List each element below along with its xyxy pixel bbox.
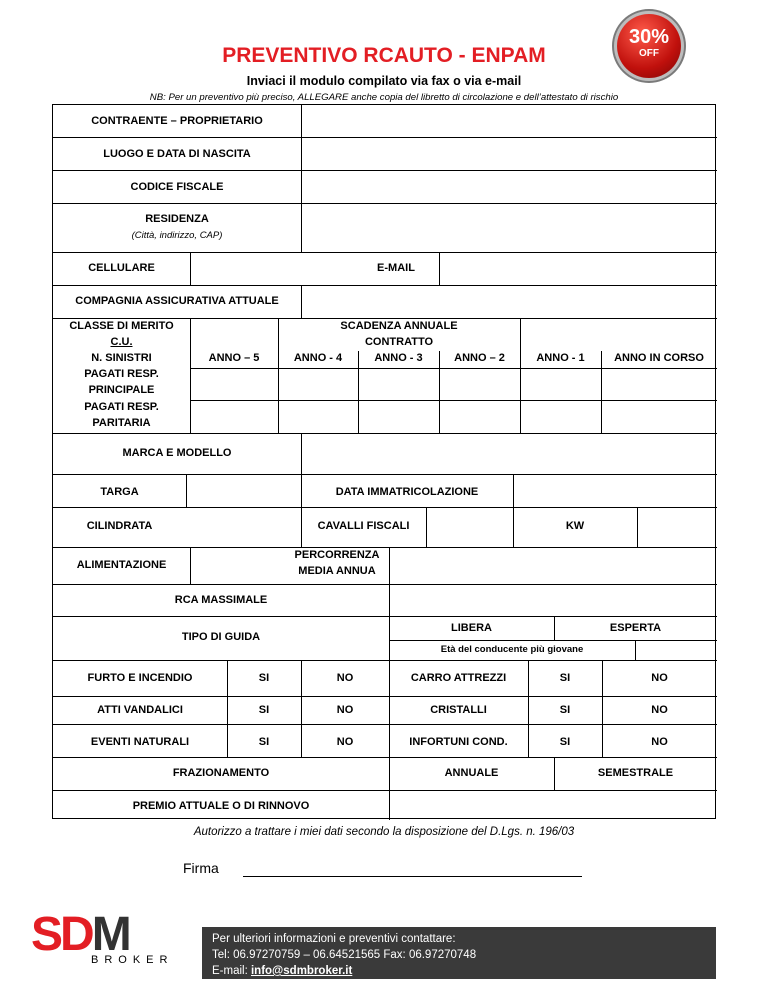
infortuni-cond-si[interactable]: SI — [559, 736, 571, 748]
firma-label: Firma — [183, 860, 219, 876]
semestrale-option[interactable]: SEMESTRALE — [597, 767, 674, 779]
scadenza-label-2: CONTRATTO — [364, 336, 434, 348]
form-title: PREVENTIVO RCAUTO - ENPAM — [222, 44, 546, 67]
premio-label: PREMIO ATTUALE O DI RINNOVO — [132, 800, 310, 812]
residenza-label: RESIDENZA — [145, 213, 209, 225]
pagati-principale-2: PRINCIPALE — [88, 384, 155, 396]
cu-label: C.U. — [110, 336, 133, 348]
quote-form — [52, 104, 716, 819]
contact-line-3 — [212, 963, 716, 979]
eta-conducente-label: Età del conducente più giovane — [440, 644, 584, 655]
carro-attrezzi-label: CARRO ATTREZZI — [410, 672, 507, 684]
anno-4-label: ANNO - 4 — [293, 352, 343, 364]
contraente-label: CONTRAENTE – PROPRIETARIO — [91, 115, 263, 127]
atti-vandalici-no[interactable]: NO — [336, 704, 354, 716]
pagati-principale-1: PAGATI RESP. — [84, 368, 159, 380]
percorrenza-label-2: MEDIA ANNUA — [298, 565, 376, 577]
form-note: NB: Per un preventivo più preciso, ALLEGARE anche copia del libretto di circolazione e dell’attestato di rischio — [149, 92, 619, 103]
cilindrata-label: CILINDRATA — [86, 520, 153, 532]
badge-off: OFF — [639, 48, 659, 59]
infortuni-cond-no[interactable]: NO — [651, 736, 668, 748]
furto-incendio-si[interactable]: SI — [258, 672, 270, 684]
anno-5-label: ANNO – 5 — [208, 352, 260, 364]
atti-vandalici-label: ATTI VANDALICI — [97, 704, 183, 716]
libera-option[interactable]: LIBERA — [451, 622, 492, 634]
carro-attrezzi-si[interactable]: SI — [559, 672, 571, 684]
badge-percent: 30% — [628, 26, 670, 48]
frazionamento-label: FRAZIONAMENTO — [172, 767, 270, 779]
anno-2-label: ANNO – 2 — [454, 352, 505, 364]
sdm-broker-logo — [31, 910, 173, 968]
classe-merito-label: CLASSE DI MERITO — [69, 320, 174, 332]
alimentazione-label: ALIMENTAZIONE — [76, 559, 167, 571]
tipo-guida-label: TIPO DI GUIDA — [181, 631, 261, 643]
residenza-hint: (Città, indirizzo, CAP) — [131, 230, 223, 241]
percorrenza-label-1: PERCORRENZA — [294, 549, 380, 561]
annuale-option[interactable]: ANNUALE — [444, 767, 499, 779]
furto-incendio-no[interactable]: NO — [336, 672, 354, 684]
cellulare-label: CELLULARE — [88, 262, 155, 274]
kw-label: KW — [565, 520, 585, 532]
marca-modello-label: MARCA E MODELLO — [122, 447, 232, 459]
furto-incendio-label: FURTO E INCENDIO — [87, 672, 193, 684]
signature-line[interactable] — [243, 876, 582, 877]
esperta-option[interactable]: ESPERTA — [609, 622, 662, 634]
eventi-naturali-no[interactable]: NO — [336, 736, 354, 748]
compagnia-label: COMPAGNIA ASSICURATIVA ATTUALE — [75, 295, 279, 307]
codice-fiscale-label: CODICE FISCALE — [130, 181, 224, 193]
cavalli-fiscali-label: CAVALLI FISCALI — [317, 520, 410, 532]
email-label: E-MAIL — [377, 262, 415, 274]
logo-wordmark: SDM — [31, 908, 129, 961]
eventi-naturali-si[interactable]: SI — [258, 736, 270, 748]
contact-email-label: E-mail: — [212, 965, 251, 977]
anno-3-label: ANNO - 3 — [374, 352, 423, 364]
discount-badge — [617, 14, 681, 78]
anno-in-corso-label: ANNO IN CORSO — [614, 352, 704, 364]
privacy-consent: Autorizzo a trattare i miei dati secondo la disposizione del D.Lgs. n. 196/03 — [193, 826, 575, 838]
rca-massimale-label: RCA MASSIMALE — [174, 594, 268, 606]
cristalli-label: CRISTALLI — [430, 704, 487, 716]
logo-broker-text: BROKER — [91, 954, 174, 966]
scadenza-label-1: SCADENZA ANNUALE — [340, 320, 458, 332]
contact-line-2: Tel: 06.97270759 – 06.64521565 Fax: 06.97270748 — [212, 949, 477, 961]
targa-label: TARGA — [100, 486, 139, 498]
pagati-paritaria-1: PAGATI RESP. — [84, 401, 159, 413]
carro-attrezzi-no[interactable]: NO — [651, 672, 668, 684]
form-subtitle: Inviaci il modulo compilato via fax o via e-mail — [246, 74, 522, 88]
cristalli-no[interactable]: NO — [651, 704, 668, 716]
cristalli-si[interactable]: SI — [559, 704, 571, 716]
contact-line-1: Per ulteriori informazioni e preventivi contattare: — [212, 933, 456, 945]
atti-vandalici-si[interactable]: SI — [258, 704, 270, 716]
eventi-naturali-label: EVENTI NATURALI — [90, 736, 190, 748]
n-sinistri-label: N. SINISTRI — [91, 352, 152, 364]
infortuni-cond-label: INFORTUNI COND. — [409, 736, 508, 748]
contact-email-link[interactable]: info@sdmbroker.it — [250, 965, 353, 977]
data-immatricolazione-label: DATA IMMATRICOLAZIONE — [335, 486, 479, 498]
anno-1-label: ANNO - 1 — [536, 352, 585, 364]
contact-box — [202, 927, 716, 979]
pagati-paritaria-2: PARITARIA — [92, 417, 151, 429]
luogo-data-label: LUOGO E DATA DI NASCITA — [103, 148, 251, 160]
